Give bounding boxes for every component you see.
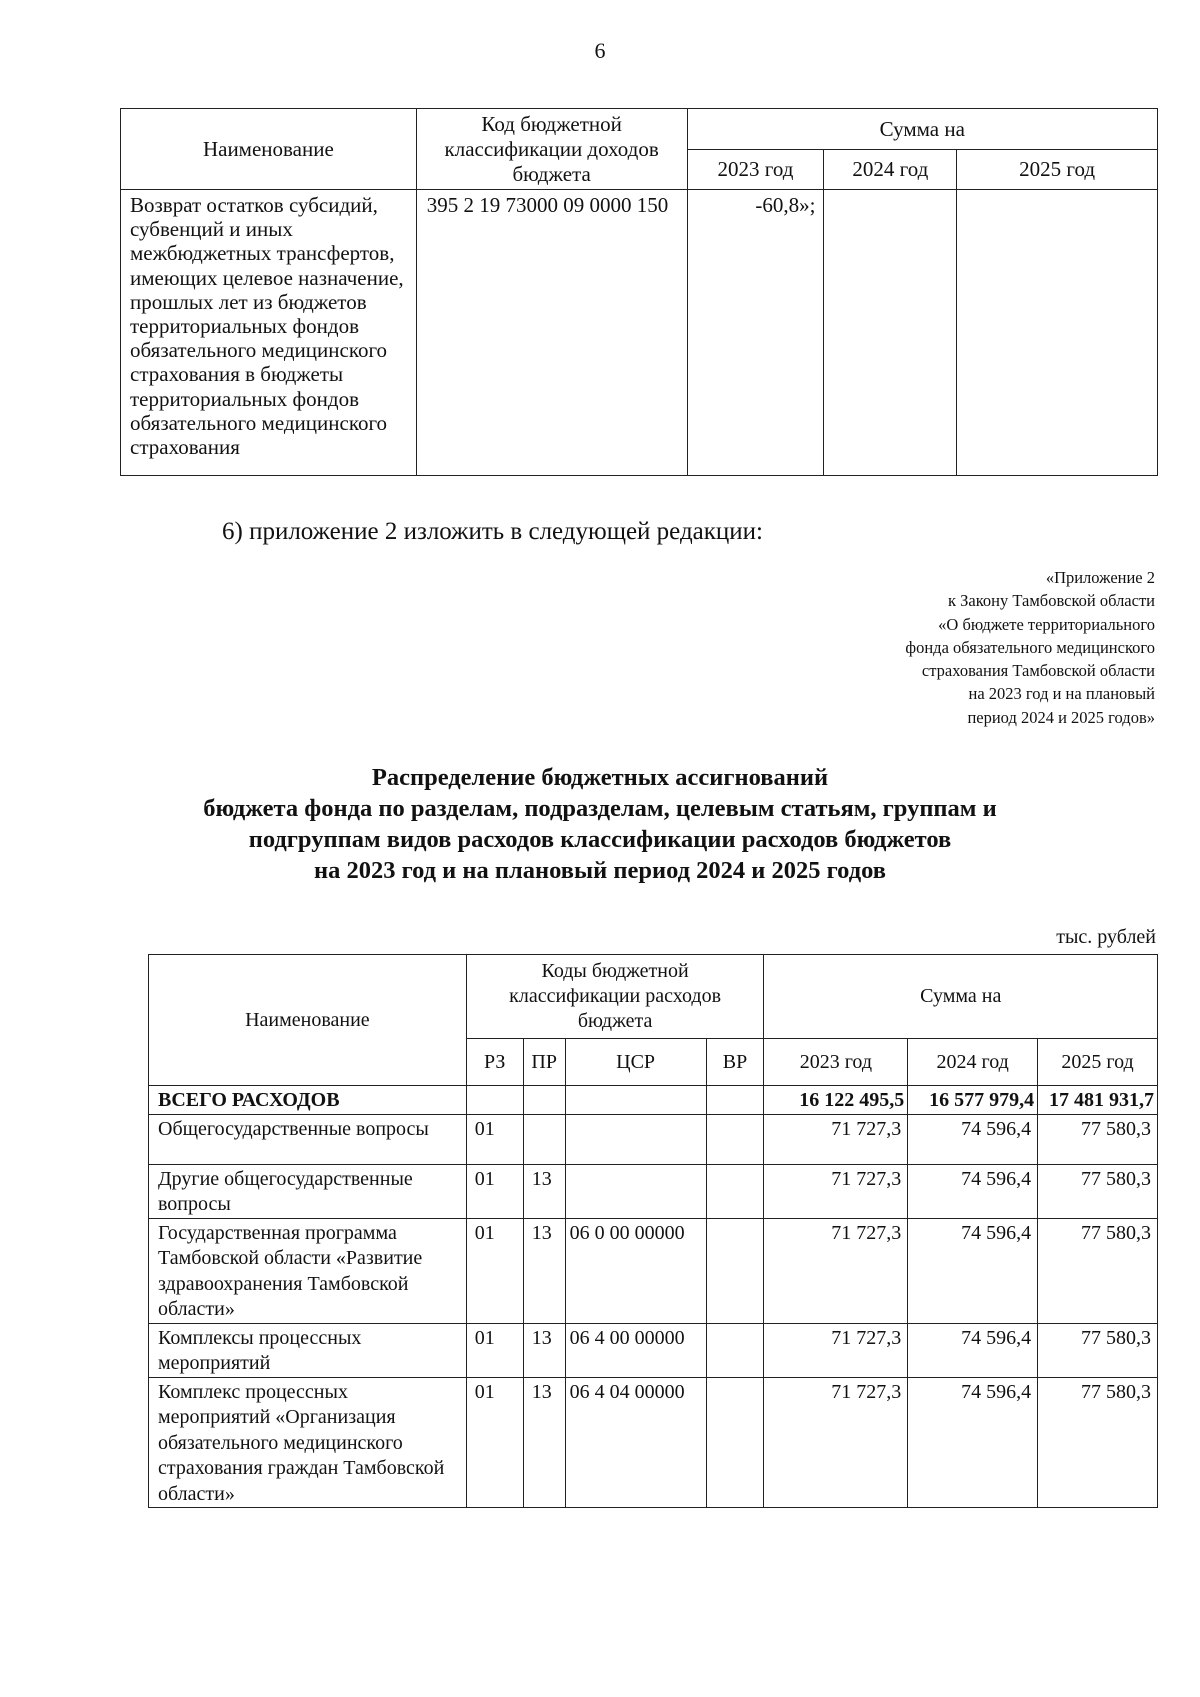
header-name: Наименование bbox=[121, 109, 417, 190]
table-row bbox=[149, 1377, 1158, 1508]
row-vr bbox=[706, 1164, 764, 1218]
row-rz: 01 bbox=[466, 1164, 523, 1218]
expenditure-table bbox=[148, 954, 1158, 1508]
instruction-text: 6) приложение 2 изложить в следующей редакции: bbox=[222, 518, 763, 545]
title-line: подгруппам видов расходов классификации расходов бюджетов bbox=[248, 826, 952, 853]
row-pr: 13 bbox=[523, 1164, 565, 1218]
row-2023: 71 727,3 bbox=[764, 1218, 908, 1323]
row-rz bbox=[466, 1086, 523, 1115]
row-vr bbox=[706, 1086, 764, 1115]
row-pr: 13 bbox=[523, 1218, 565, 1323]
header-csr: ЦСР bbox=[565, 1039, 706, 1086]
header-2024: 2024 год bbox=[908, 1039, 1038, 1086]
appendix-line: «Приложение 2 bbox=[1045, 568, 1155, 587]
header-codes-label: Коды бюджетной классификации расходов бюджета bbox=[509, 960, 722, 1032]
row-2023: 71 727,3 bbox=[764, 1164, 908, 1218]
table-row bbox=[149, 1218, 1158, 1323]
row-csr bbox=[565, 1114, 706, 1164]
header-pr: ПР bbox=[523, 1039, 565, 1086]
row-2023: 71 727,3 bbox=[764, 1323, 908, 1377]
header-sum: Сумма на bbox=[687, 109, 1157, 150]
row-2024 bbox=[824, 190, 957, 476]
row-csr: 06 0 00 00000 bbox=[565, 1218, 706, 1323]
row-2023: -60,8»; bbox=[687, 190, 824, 476]
row-name: Общегосударственные вопросы bbox=[149, 1114, 467, 1164]
header-name: Наименование bbox=[149, 955, 467, 1086]
header-2025: 2025 год bbox=[1038, 1039, 1158, 1086]
row-name: Другие общегосударственные вопросы bbox=[149, 1164, 467, 1218]
row-pr bbox=[523, 1086, 565, 1115]
row-name: Комплекс процессных мероприятий «Организация обязательного медицинского страхования граждан Тамбовской области» bbox=[149, 1377, 467, 1508]
row-rz: 01 bbox=[466, 1323, 523, 1377]
row-2024: 74 596,4 bbox=[908, 1218, 1038, 1323]
row-pr: 13 bbox=[523, 1377, 565, 1508]
unit-label: тыс. рублей bbox=[1056, 926, 1156, 948]
appendix-line: на 2023 год и на плановый bbox=[968, 684, 1155, 704]
header-2023: 2023 год bbox=[764, 1039, 908, 1086]
row-name: Комплексы процессных мероприятий bbox=[149, 1323, 467, 1377]
header-code bbox=[416, 109, 687, 190]
document-title bbox=[0, 762, 1200, 886]
row-2025: 77 580,3 bbox=[1038, 1218, 1158, 1323]
appendix-note bbox=[905, 566, 1155, 729]
title-line: бюджета фонда по разделам, подразделам, целевым статьям, группам и bbox=[203, 795, 997, 822]
appendix-line: фонда обязательного медицинского bbox=[905, 637, 1155, 657]
title-line: Распределение бюджетных ассигнований bbox=[371, 764, 829, 791]
row-code: 395 2 19 73000 09 0000 150 bbox=[416, 190, 687, 476]
row-csr bbox=[565, 1086, 706, 1115]
table-row bbox=[121, 190, 1158, 476]
header-codes bbox=[466, 955, 764, 1039]
table-row bbox=[149, 1086, 1158, 1115]
table-row bbox=[149, 1164, 1158, 1218]
row-2025: 77 580,3 bbox=[1038, 1164, 1158, 1218]
header-2024: 2024 год bbox=[824, 150, 957, 190]
header-sum: Сумма на bbox=[764, 955, 1158, 1039]
row-2025: 77 580,3 bbox=[1038, 1377, 1158, 1508]
row-csr: 06 4 04 00000 bbox=[565, 1377, 706, 1508]
row-2025 bbox=[957, 190, 1158, 476]
appendix-line: страхования Тамбовской области bbox=[921, 661, 1155, 681]
revenue-table bbox=[120, 108, 1158, 476]
header-rz: РЗ bbox=[466, 1039, 523, 1086]
row-vr bbox=[706, 1218, 764, 1323]
row-name: Возврат остатков субсидий, субвенций и иных межбюджетных трансфертов, имеющих целевое назначение, прошлых лет из бюджетов территориальных фондов обязательного медицинского страхования в бюджеты территориальных фондов обязательного медицинского страхования bbox=[121, 190, 417, 476]
row-csr bbox=[565, 1164, 706, 1218]
table-row bbox=[149, 1114, 1158, 1164]
appendix-line: «О бюджете территориального bbox=[938, 614, 1155, 634]
row-csr: 06 4 00 00000 bbox=[565, 1323, 706, 1377]
row-vr bbox=[706, 1377, 764, 1508]
row-pr bbox=[523, 1114, 565, 1164]
row-2024: 74 596,4 bbox=[908, 1377, 1038, 1508]
row-2025: 17 481 931,7 bbox=[1038, 1086, 1158, 1115]
appendix-line: период 2024 и 2025 годов» bbox=[967, 707, 1155, 727]
header-vr: ВР bbox=[706, 1039, 764, 1086]
table-row bbox=[149, 1323, 1158, 1377]
row-pr: 13 bbox=[523, 1323, 565, 1377]
row-2024: 16 577 979,4 bbox=[908, 1086, 1038, 1115]
appendix-line: к Закону Тамбовской области bbox=[948, 591, 1155, 611]
row-2025: 77 580,3 bbox=[1038, 1114, 1158, 1164]
row-2024: 74 596,4 bbox=[908, 1114, 1038, 1164]
header-2023: 2023 год bbox=[687, 150, 824, 190]
row-2023: 71 727,3 bbox=[764, 1114, 908, 1164]
row-2023: 16 122 495,5 bbox=[764, 1086, 908, 1115]
title-line: на 2023 год и на плановый период 2024 и 2025 годов bbox=[313, 857, 886, 884]
row-vr bbox=[706, 1114, 764, 1164]
header-2025: 2025 год bbox=[957, 150, 1158, 190]
page-number: 6 bbox=[594, 38, 606, 63]
row-rz: 01 bbox=[466, 1377, 523, 1508]
row-2025: 77 580,3 bbox=[1038, 1323, 1158, 1377]
row-2024: 74 596,4 bbox=[908, 1323, 1038, 1377]
row-rz: 01 bbox=[466, 1218, 523, 1323]
row-name: Государственная программа Тамбовской области «Развитие здравоохранения Тамбовской области» bbox=[149, 1218, 467, 1323]
row-name: ВСЕГО РАСХОДОВ bbox=[149, 1086, 467, 1115]
row-vr bbox=[706, 1323, 764, 1377]
row-2023: 71 727,3 bbox=[764, 1377, 908, 1508]
row-rz: 01 bbox=[466, 1114, 523, 1164]
row-2024: 74 596,4 bbox=[908, 1164, 1038, 1218]
header-code-label: Код бюджетной классификации доходов бюджета bbox=[444, 111, 659, 186]
